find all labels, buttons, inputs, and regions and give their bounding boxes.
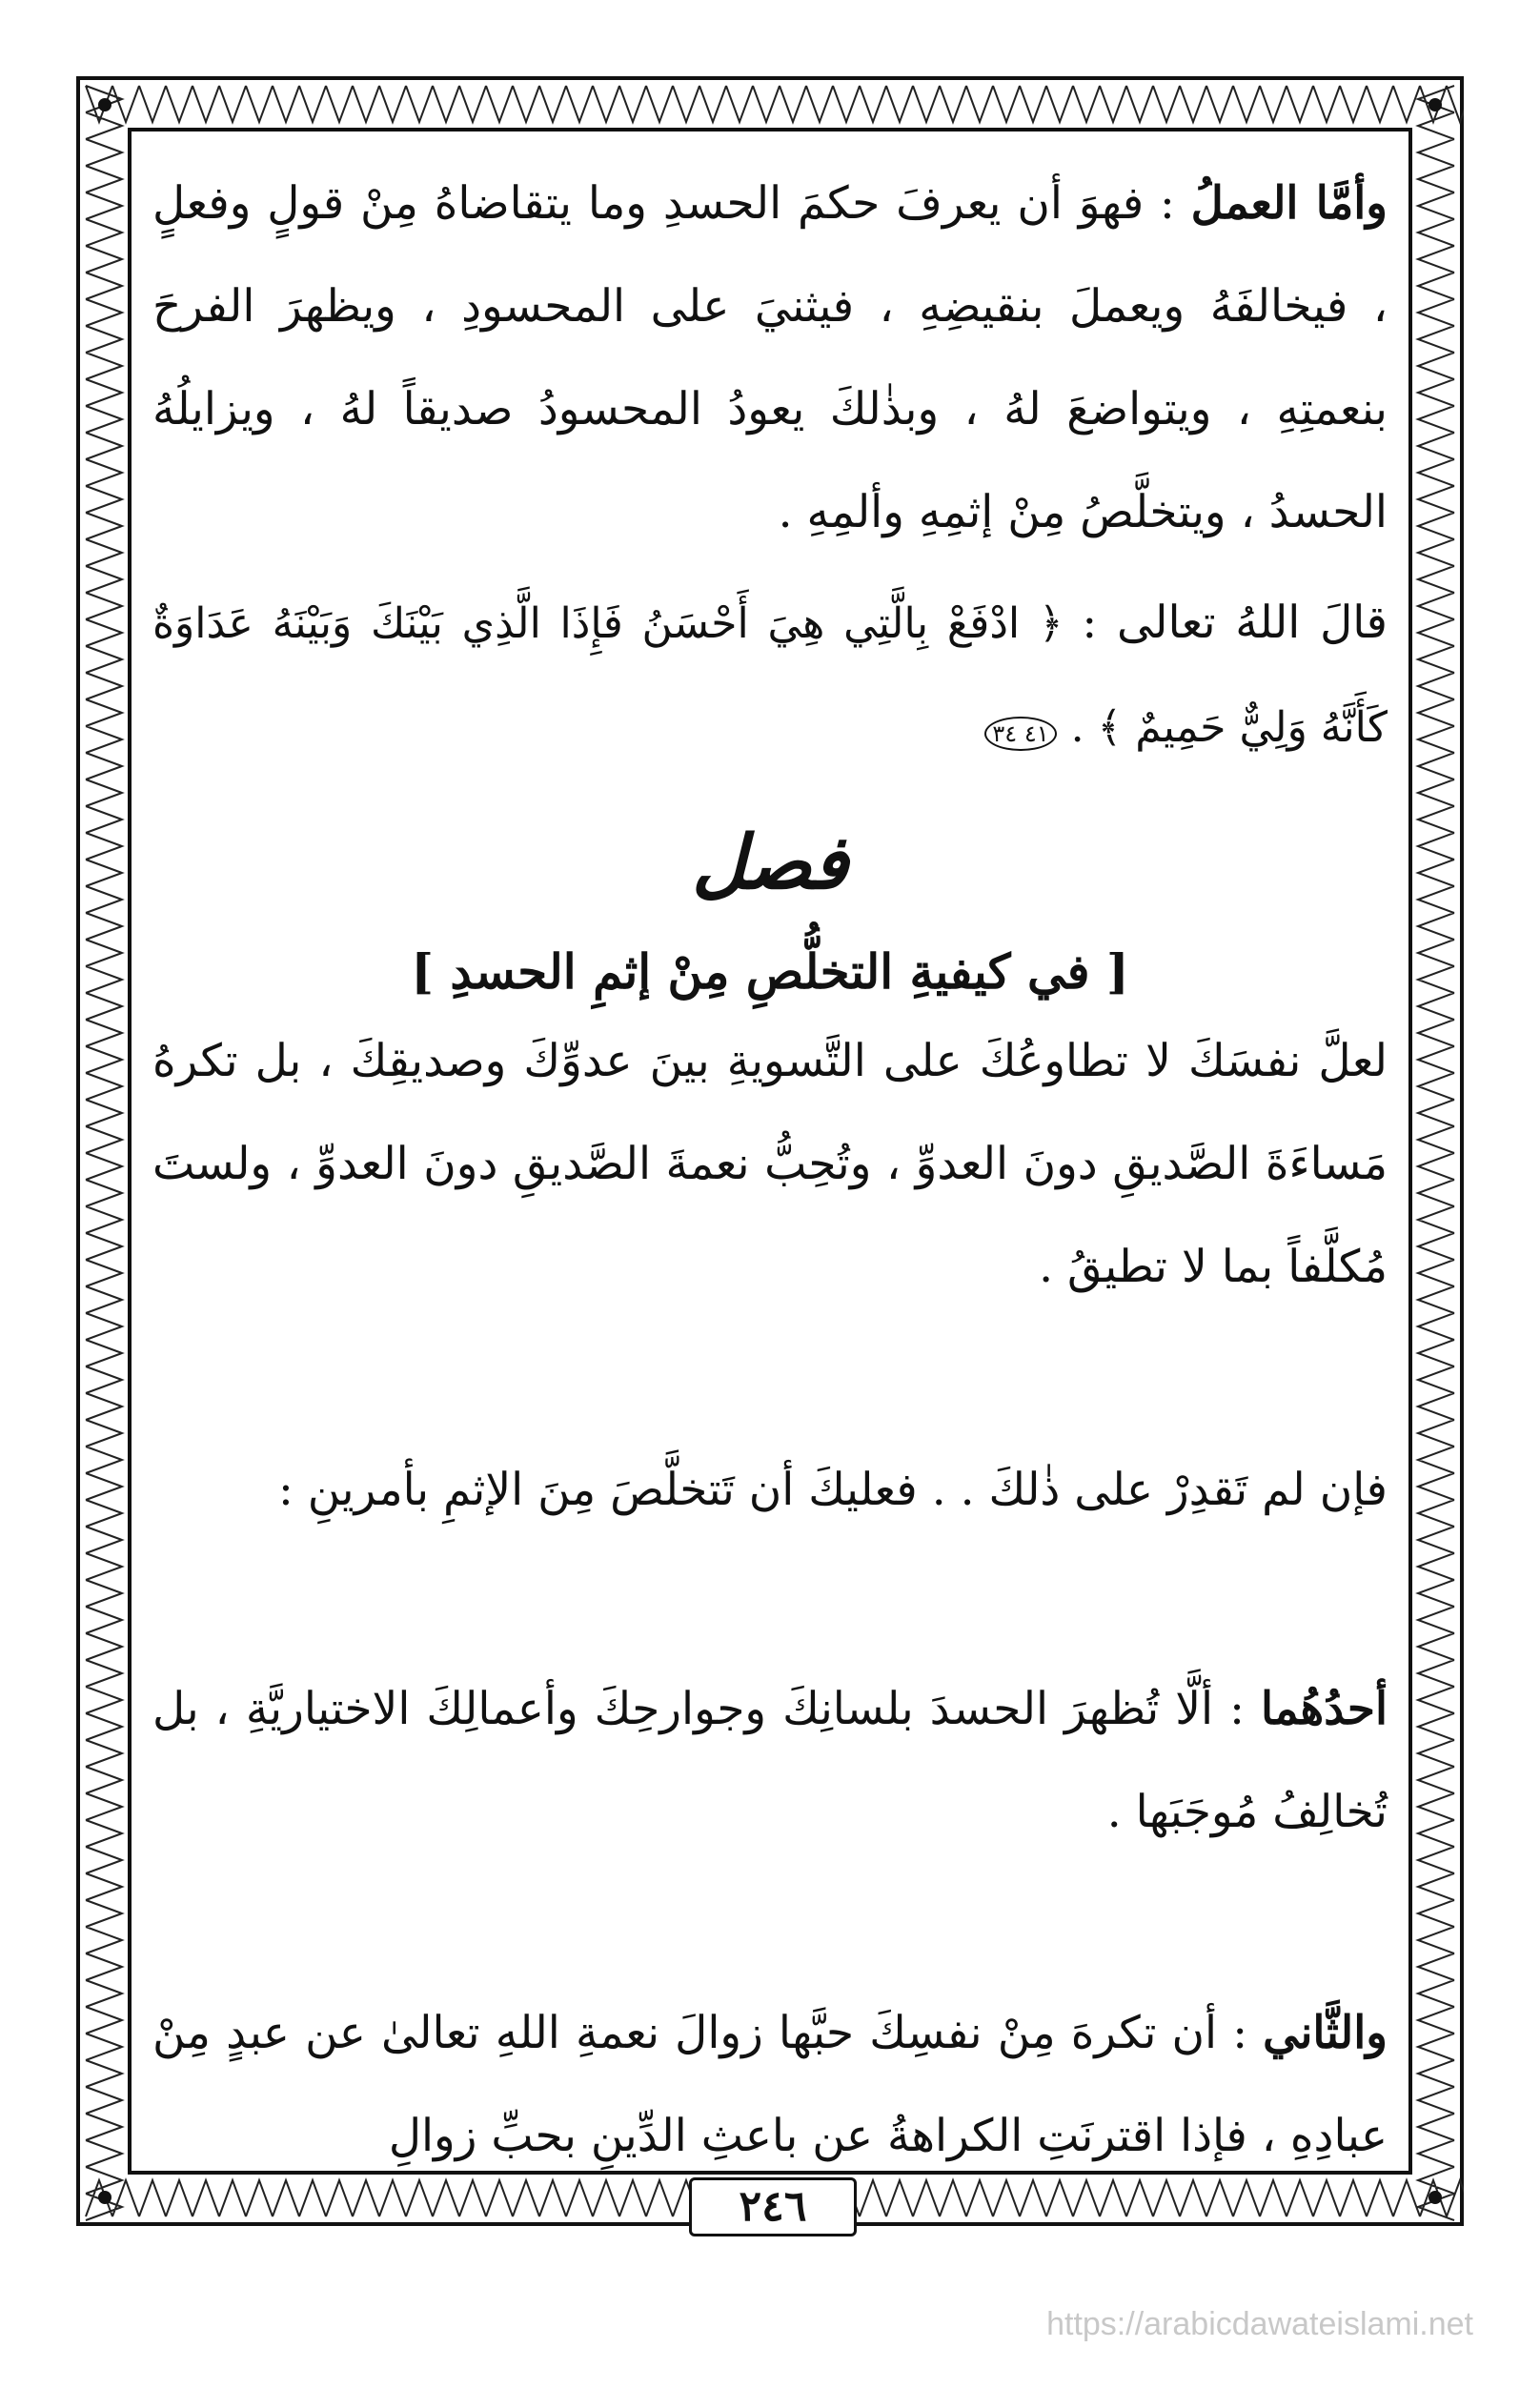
page-content <box>152 152 1388 2162</box>
page-number: ٢٤٦ <box>689 2177 857 2236</box>
quran-verse: ﴿ ادْفَعْ بِالَّتِي هِيَ أَحْسَنُ فَإِذَا الَّذِي بَيْنَكَ وَبَيْنَهُ عَدَاوَةٌ كَأَنَّهُ وَلِيٌّ حَمِيمٌ ﴾ . <box>152 599 1388 752</box>
verse-reference-marker: ٤١ ٣٤ <box>984 717 1056 751</box>
paragraph-second-matter <box>152 1982 1388 2188</box>
paragraph-first-matter <box>152 1658 1388 1864</box>
paragraph-text: : أن تكرهَ مِنْ نفسِكَ حبَّها زوالَ نعمةِ اللهِ تعالىٰ عن عبدٍ مِنْ عبادِهِ ، فإذا اقترنَتِ الكراهةُ عن باعثِ الدِّينِ بحبِّ زوالِ <box>152 2007 1388 2162</box>
paragraph-intro <box>152 1010 1388 1319</box>
paragraph-lead: والثَّاني <box>1263 2007 1388 2059</box>
watermark-url: https://arabicdawateislami.net <box>1046 2306 1473 2342</box>
paragraph-lead: قالَ اللهُ تعالى : <box>1082 597 1388 649</box>
paragraph-text: فإن لم تَقدِرْ على ذٰلكَ . . فعليكَ أن تَتخلَّصَ مِنَ الإثمِ بأمرينِ : <box>277 1464 1388 1516</box>
section-subheading: [ في كيفيةِ التخلُّصِ مِنْ إثمِ الحسدِ ] <box>411 943 1129 1000</box>
paragraph-text: لعلَّ نفسَكَ لا تطاوعُكَ على التَّسويةِ بينَ عدوِّكَ وصديقِكَ ، بل تكرهُ مَساءَةَ الصَّديقِ دونَ العدوِّ ، وتُحِبُّ نعمةَ الصَّديقِ دونَ العدوِّ ، ولستَ مُكلَّفاً بما لا تطيقُ . <box>152 1035 1388 1293</box>
paragraph-lead: أحدُهُما <box>1260 1683 1388 1735</box>
paragraph-text: : ألَّا تُظهرَ الحسدَ بلسانِكَ وجوارحِكَ وأعمالِكَ الاختياريَّةِ ، بل تُخالِفُ مُوجَبَها . <box>152 1683 1388 1838</box>
paragraph-quran-quote <box>152 572 1388 785</box>
paragraph-two-matters <box>152 1439 1388 1542</box>
section-heading: فصل <box>692 820 848 906</box>
paragraph-text: : فهوَ أن يعرفَ حكمَ الحسدِ وما يتقاضاهُ مِنْ قولٍ وفعلٍ ، فيخالفَهُ ويعملَ بنقيضِهِ ، فيثنيَ على المحسودِ ، ويظهرَ الفرحَ بنعمتِهِ ، ويتواضعَ لهُ ، وبذٰلكَ يعودُ المحسودُ صديقاً لهُ ، ويزايلُهُ الحسدُ ، ويتخلَّصُ مِنْ إثمِهِ وألمِهِ . <box>152 177 1388 538</box>
paragraph-action <box>152 152 1388 564</box>
paragraph-lead: وأمَّا العملُ <box>1190 177 1388 230</box>
